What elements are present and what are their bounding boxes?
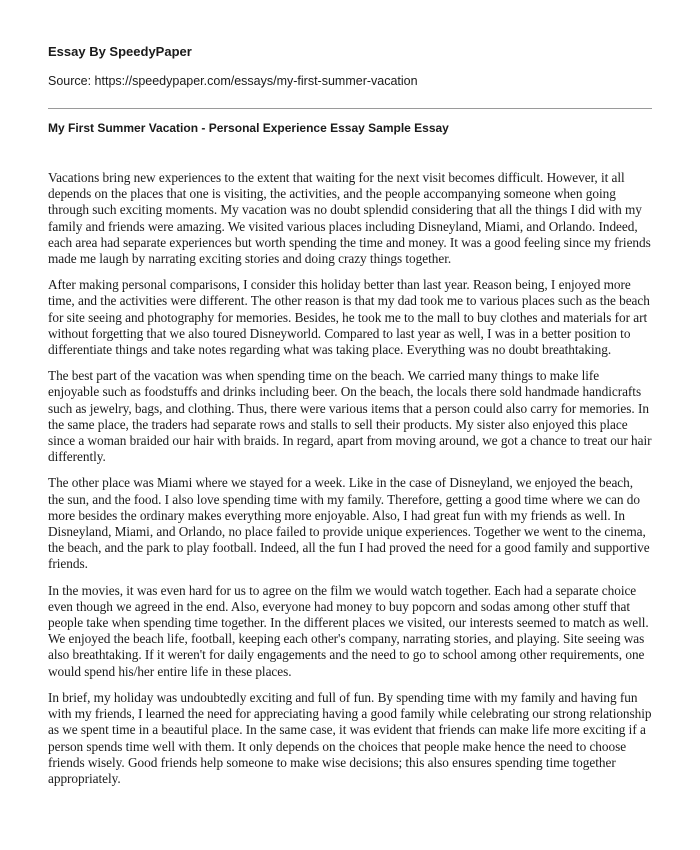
paragraph: Vacations bring new experiences to the extent that waiting for the next visit becomes difficult. However, it all depends on the places that one is visiting, the activities, and the people accompanying someone when going through such exciting moments. My vacation was no doubt splendid considering that all the things I did with my family and friends were amazing. We visited various places including Disneyland, Miami, and Orlando. Indeed, each area had separate experiences but worth spending the time and money. It was a good feeling since my friends made me laugh by narrating exciting stories and doing crazy things together. — [48, 170, 651, 267]
paragraph: In brief, my holiday was undoubtedly exciting and full of fun. By spending time with my family and having fun with my friends, I learned the need for appreciating having a good family while celebrating our strong relationship as we spent time in a beautiful place. In the same case, it was evident that friends can make life more exciting if a person spends time well with them. It only depends on the choices that people make hence the need to choose friends wisely. Good friends help someone to make wise decisions; this also ensures spending time together appropriately. — [48, 689, 652, 786]
paragraph: After making personal comparisons, I consider this holiday better than last year. Reason being, I enjoyed more time, and the activities were different. The other reason is that my dad took me to various places such as the beach for site seeing and photography for memories. Besides, he took me to the mall to buy clothes and materials for art without forgetting that we also toured Disneyworld. Compared to last year as well, I was in a better position to differentiate things and take notes regarding what was taking place. Everything was no doubt breathtaking. — [48, 277, 650, 358]
brand-heading: Essay By SpeedyPaper — [48, 44, 192, 59]
paragraph: The best part of the vacation was when spending time on the beach. We carried many things to make life enjoyable such as foodstuffs and drinks including beer. On the beach, the locals there sold handmade handicrafts such as jewelry, bags, and clothing. Thus, there were various items that a person could also carry for memories. In the same place, the traders had separate rows and stalls to sell their products. My sister also enjoyed this place since a woman braided our hair with braids. In regard, apart from moving around, we got a chance to treat our hair differently. — [48, 368, 652, 465]
header-divider — [48, 108, 652, 109]
source-line: Source: https://speedypaper.com/essays/my-first-summer-vacation — [48, 74, 418, 88]
essay-body — [48, 170, 652, 797]
essay-title: My First Summer Vacation - Personal Experience Essay Sample Essay — [48, 121, 449, 135]
paragraph: In the movies, it was even hard for us to agree on the film we would watch together. Each had a separate choice even though we agreed in the end. Also, everyone had money to buy popcorn and sodas among other stuff that people take when spending time together. In the different places we visited, our interests seemed to match as well. We enjoyed the beach life, football, keeping each other's company, narrating stories, and playing. Site seeing was also breathtaking. If it weren't for daily engagements and the need to go to school among other requirements, one would spend his/her entire life in these places. — [48, 582, 649, 679]
paragraph: The other place was Miami where we stayed for a week. Like in the case of Disneyland, we enjoyed the beach, the sun, and the food. I also love spending time with my family. Therefore, getting a good time where we can do more besides the ordinary makes everything more enjoyable. Also, I had great fun with my friends as well. In Disneyland, Miami, and Orlando, no place failed to provide unique experiences. Together we went to the cinema, the beach, and the park to play football. Indeed, all the fun I had proved the need for a good family and supportive friends. — [48, 475, 650, 572]
